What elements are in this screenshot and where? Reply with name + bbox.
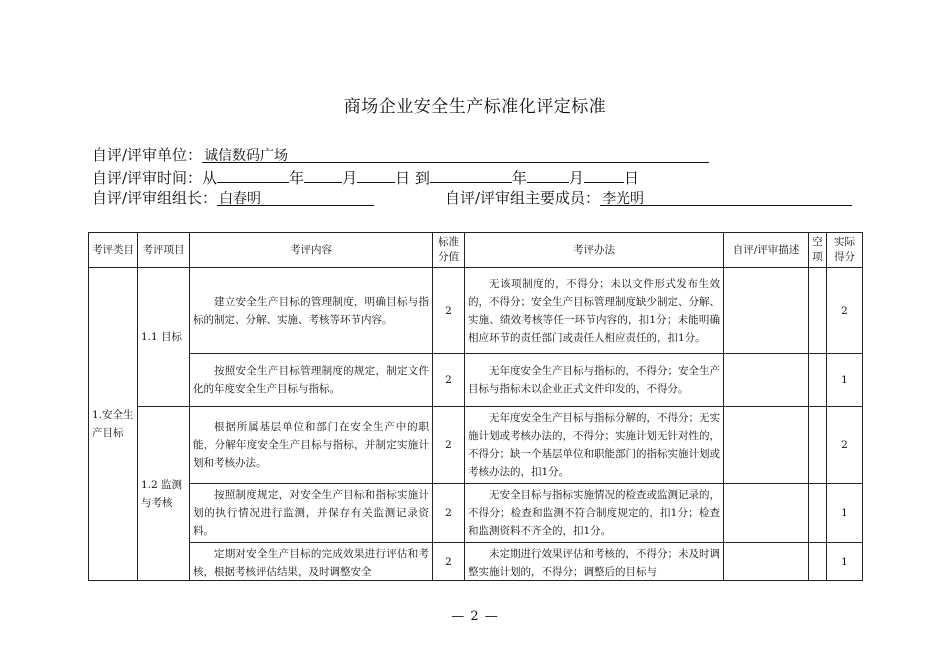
empty-cell[interactable] [809, 484, 827, 543]
content-cell [190, 543, 433, 581]
description-cell[interactable] [724, 407, 809, 484]
evaluation-table [88, 232, 863, 581]
method-cell: 无安全目标与指标实施情况的检查或监测记录的，不得分；检查和监测不符合制度规定的，扣1分；检查和监测资料不齐全的，扣1分。 [465, 484, 724, 543]
unit-label: 自评/评审单位： [92, 146, 203, 164]
method-text: 未定期进行效果评估和考核的，不得分；未及时调整实施计划的，不得分；调整后的目标与 [468, 548, 720, 578]
table-row [89, 268, 863, 354]
table-row [89, 354, 863, 407]
start-month-field [304, 165, 342, 183]
method-cell: 无该项制度的，不得分；未以文件形式发布生效的，不得分；安全生产目标管理制度缺少制定、分解、实施、绩效考核等任一环节内容的，扣1分；未能明确相应环节的责任部门或责任人相应责任的，扣1分。 [465, 268, 724, 354]
header-empty: 空项 [809, 233, 827, 268]
header-category: 考评类目 [89, 233, 138, 268]
method-cell: 无年度安全生产目标与指标的，不得分；安全生产目标与指标未以企业正式文件印发的，不得分。 [465, 354, 724, 407]
header-description: 自评/评审描述 [724, 233, 809, 268]
empty-cell[interactable] [809, 407, 827, 484]
content-cell: 根据所属基层单位和部门在安全生产中的职能，分解年度安全生产目标与指标，并制定实施计划和考核办法。 [190, 407, 433, 484]
header-actual: 实际得分 [827, 233, 863, 268]
score-cell: 2 [433, 407, 465, 484]
table-row [89, 484, 863, 543]
item-cell: 1.1 目标 [138, 268, 190, 407]
page-number: — 2 — [451, 609, 499, 624]
actual-score-cell[interactable]: 1 [827, 543, 863, 581]
end-year-field [430, 165, 512, 183]
time-line [92, 165, 639, 188]
start-day-field [357, 165, 395, 183]
empty-cell[interactable] [809, 354, 827, 407]
empty-cell[interactable] [809, 268, 827, 354]
score-cell: 2 [433, 354, 465, 407]
score-cell: 2 [433, 543, 465, 581]
to-label: 到 [414, 169, 430, 187]
year-label: 年 [289, 169, 305, 187]
category-cell: 1.安全生产目标 [89, 268, 138, 581]
method-cell [465, 543, 724, 581]
header-content: 考评内容 [190, 233, 433, 268]
end-month-field [527, 165, 569, 183]
actual-score-cell[interactable]: 2 [827, 407, 863, 484]
content-cell: 按照安全生产目标管理制度的规定，制定文件化的年度安全生产目标与指标。 [190, 354, 433, 407]
content-cell: 按照制度规定，对安全生产目标和指标实施计划的执行情况进行监测，并保存有关监测记录资料。 [190, 484, 433, 543]
unit-line [92, 144, 709, 165]
header-method: 考评办法 [465, 233, 724, 268]
start-year-field [217, 165, 289, 183]
table-row [89, 543, 863, 581]
actual-score-cell[interactable]: 2 [827, 268, 863, 354]
item-cell: 1.2 监测与考核 [138, 407, 190, 581]
content-text: 定期对安全生产目标的完成效果进行评估和考核，根据考核评估结果，及时调整安全 [193, 548, 429, 578]
unit-value: 诚信数码广场 [202, 145, 709, 163]
day-label: 日 [395, 169, 411, 187]
header-row [89, 233, 863, 268]
leader-line [92, 187, 374, 208]
description-cell[interactable] [724, 543, 809, 581]
description-cell[interactable] [724, 354, 809, 407]
description-cell[interactable] [724, 268, 809, 354]
day-label-2: 日 [623, 169, 639, 187]
header-item: 考评项目 [138, 233, 190, 268]
score-cell: 2 [433, 484, 465, 543]
method-cell: 无年度安全生产目标与指标分解的，不得分；无实施计划或考核办法的，不得分；实施计划无针对性的，不得分；缺一个基层单位和职能部门的指标实施计划或考核办法的，扣1分。 [465, 407, 724, 484]
content-cell: 建立安全生产目标的管理制度，明确目标与指标的制定、分解、实施、考核等环节内容。 [190, 268, 433, 354]
document-title: 商场企业安全生产标准化评定标准 [343, 97, 607, 117]
header-score: 标准分值 [433, 233, 465, 268]
actual-score-cell[interactable]: 1 [827, 354, 863, 407]
table-row [89, 407, 863, 484]
actual-score-cell[interactable]: 1 [827, 484, 863, 543]
year-label-2: 年 [511, 169, 527, 187]
time-label: 自评/评审时间：从 [92, 169, 218, 187]
score-cell: 2 [433, 268, 465, 354]
members-line [445, 187, 852, 208]
end-day-field [584, 165, 624, 183]
leader-value: 白春明 [217, 188, 374, 206]
members-value: 李光明 [600, 188, 852, 206]
description-cell[interactable] [724, 484, 809, 543]
leader-label: 自评/评审组组长： [92, 189, 218, 207]
month-label: 月 [342, 169, 358, 187]
empty-cell[interactable] [809, 543, 827, 581]
members-label: 自评/评审组主要成员： [445, 189, 601, 207]
month-label-2: 月 [568, 169, 584, 187]
